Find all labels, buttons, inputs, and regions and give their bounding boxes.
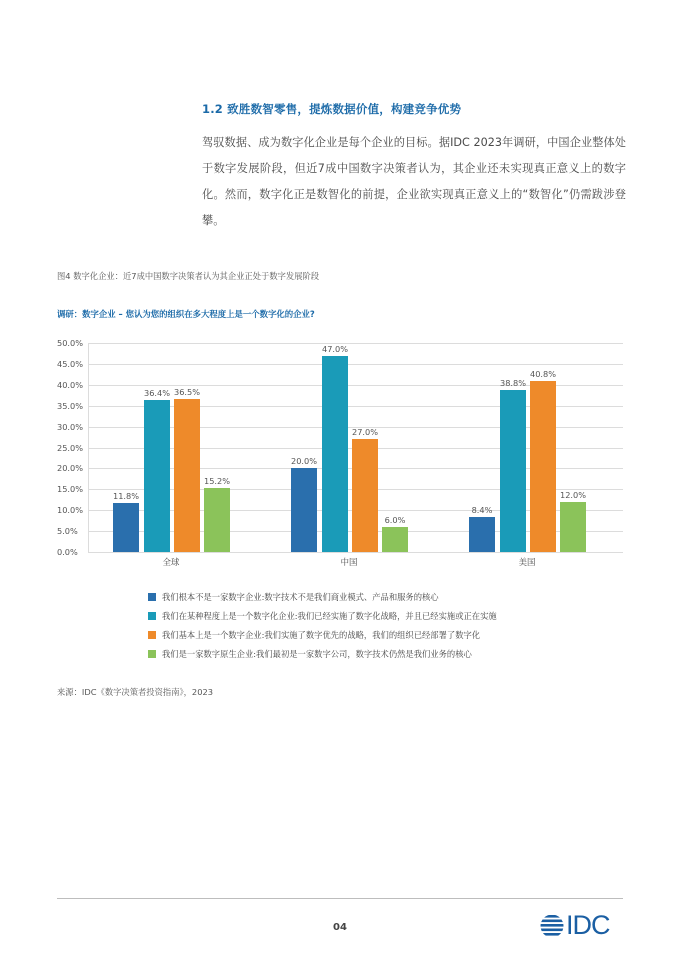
figure-caption: 图4 数字化企业：近7成中国数字决策者认为其企业正处于数字发展阶段: [57, 271, 320, 281]
bar-value-label: 40.8%: [529, 369, 556, 380]
bar: [113, 503, 139, 552]
y-tick-label: 30.0%: [57, 421, 84, 432]
bar-value-label: 8.4%: [471, 504, 493, 515]
gridline: [88, 552, 623, 553]
idc-logo: [540, 912, 610, 939]
bar-value-label: 12.0%: [559, 489, 586, 500]
logo-text: IDC: [566, 910, 610, 940]
bar: [382, 527, 408, 552]
legend-item: [148, 625, 497, 644]
bar-value-label: 11.8%: [112, 490, 139, 501]
bar-value-label: 36.5%: [173, 387, 200, 398]
legend-label: 我们根本不是一家数字企业:数字技术不是我们商业模式、产品和服务的核心: [162, 591, 439, 602]
bar-value-label: 38.8%: [499, 377, 526, 388]
legend-item: [148, 606, 497, 625]
y-tick-label: 40.0%: [57, 379, 84, 390]
legend-swatch-icon: [148, 650, 156, 658]
bar-value-label: 47.0%: [321, 343, 348, 354]
gridline: [88, 343, 623, 344]
bar: [322, 356, 348, 552]
y-tick-label: 0.0%: [57, 547, 78, 557]
bar: [204, 488, 230, 552]
survey-question: 调研：数字企业 – 您认为您的组织在多大程度上是一个数字化的企业?: [57, 309, 315, 319]
x-category-label: 中国: [340, 557, 358, 567]
legend-swatch-icon: [148, 612, 156, 620]
footer-divider: [57, 898, 623, 899]
legend-swatch-icon: [148, 593, 156, 601]
x-category-label: 美国: [518, 557, 536, 567]
bar: [500, 390, 526, 552]
y-tick-label: 15.0%: [57, 484, 84, 495]
bar: [144, 400, 170, 552]
y-tick-label: 5.0%: [57, 526, 78, 537]
bar-value-label: 36.4%: [143, 387, 170, 398]
y-tick-label: 45.0%: [57, 358, 84, 369]
bar-value-label: 6.0%: [384, 514, 406, 525]
chart-legend: [148, 587, 497, 663]
y-tick-label: 20.0%: [57, 463, 84, 474]
gridline: [88, 364, 623, 365]
source-note: 来源：IDC《数字决策者投资指南》，2023: [57, 687, 214, 697]
bar: [530, 381, 556, 552]
bar: [352, 439, 378, 552]
y-tick-label: 35.0%: [57, 400, 84, 411]
y-tick-label: 50.0%: [57, 338, 84, 348]
bar-value-label: 27.0%: [351, 427, 378, 438]
bar: [469, 517, 495, 552]
page-number: 04: [333, 922, 347, 933]
legend-label: 我们在某种程度上是一个数字化企业:我们已经实施了数字化战略，并且已经实施或正在实施: [162, 610, 497, 621]
bar-value-label: 20.0%: [290, 456, 317, 467]
section-title: 1.2 致胜数智零售，提炼数据价值，构建竞争优势: [202, 102, 462, 116]
legend-label: 我们基本上是一个数字企业:我们实施了数字优先的战略，我们的组织已经部署了数字化: [162, 629, 481, 640]
body-paragraph: 驾驭数据、成为数字化企业是每个企业的目标。据IDC 2023年调研，中国企业整体处于数字发展阶段，但近7成中国数字决策者认为，其企业还未实现真正意义上的数字化。然而，数字化正是数智化的前提，企业欲实现真正意义上的“数智化”仍需跋涉登攀。: [202, 136, 626, 227]
bar-value-label: 15.2%: [203, 476, 230, 487]
x-category-label: 全球: [162, 557, 180, 567]
y-tick-label: 25.0%: [57, 442, 84, 453]
legend-swatch-icon: [148, 631, 156, 639]
bar: [291, 468, 317, 552]
y-tick-label: 10.0%: [57, 505, 84, 516]
legend-item: [148, 587, 497, 606]
bar: [560, 502, 586, 552]
legend-label: 我们是一家数字原生企业:我们最初是一家数字公司，数字技术仍然是我们业务的核心: [162, 648, 472, 659]
legend-item: [148, 644, 497, 663]
globe-stripes-icon: [540, 914, 564, 938]
